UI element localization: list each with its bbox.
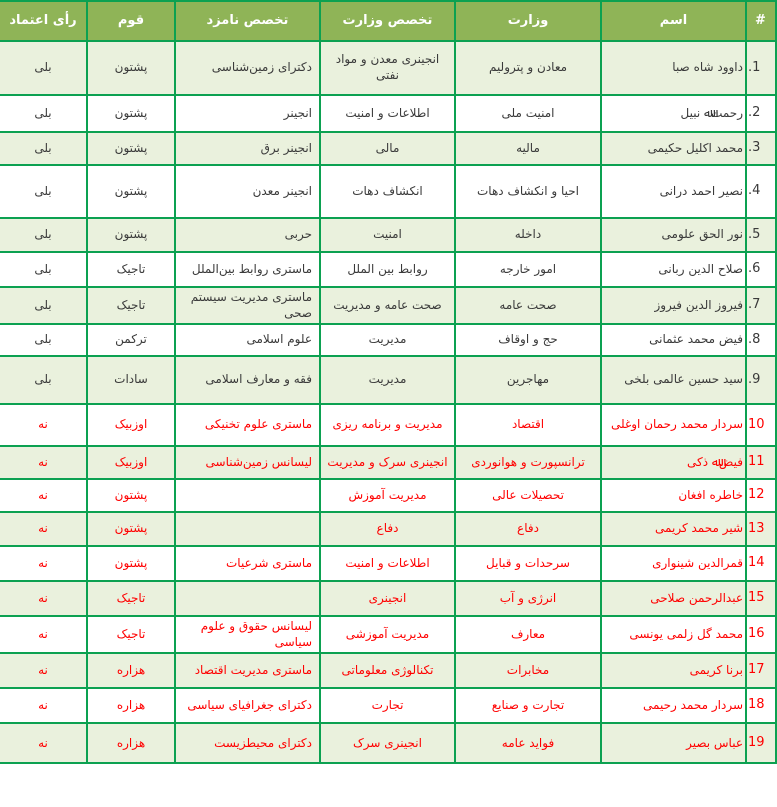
- cell-candidate-specialty: دکترای محیطزیست: [175, 723, 320, 763]
- cell-number: 11: [746, 446, 776, 479]
- cell-ministry: مهاجرین: [455, 356, 601, 404]
- cell-candidate-specialty: علوم اسلامی: [175, 324, 320, 356]
- table-row: [0, 446, 776, 479]
- cell-ministry-specialty: دفاع: [320, 512, 455, 546]
- cell-number: 19: [746, 723, 776, 763]
- cell-ministry-specialty: مدیریت و برنامه ریزی: [320, 404, 455, 446]
- cell-number: 3.: [746, 132, 776, 165]
- cell-ethnicity: پشتون: [87, 218, 175, 252]
- cell-name: رحمتﷲ نبیل: [601, 95, 746, 132]
- cell-name: سید حسین عالمی بلخی: [601, 356, 746, 404]
- cell-name: فیروز الدین فیروز: [601, 287, 746, 324]
- cell-ministry: فواید عامه: [455, 723, 601, 763]
- cell-ethnicity: سادات: [87, 356, 175, 404]
- cell-candidate-specialty: لیسانس حقوق و علوم سیاسی: [175, 616, 320, 653]
- cell-candidate-specialty: ماستری مدیریت سیستم صحی: [175, 287, 320, 324]
- table-row: [0, 218, 776, 252]
- cell-vote: بلی: [0, 324, 87, 356]
- cell-vote: نه: [0, 512, 87, 546]
- table-body: [0, 41, 776, 763]
- cell-candidate-specialty: انجینر: [175, 95, 320, 132]
- cell-ministry: معارف: [455, 616, 601, 653]
- cell-ministry: سرحدات و قبایل: [455, 546, 601, 581]
- table-row: [0, 252, 776, 287]
- table-row: [0, 616, 776, 653]
- column-header-ethnicity: قوم: [87, 1, 175, 41]
- cell-vote: نه: [0, 581, 87, 616]
- cell-ministry: داخله: [455, 218, 601, 252]
- cell-vote: نه: [0, 616, 87, 653]
- column-header-vote: رأی اعتماد: [0, 1, 87, 41]
- cell-name: محمد اکلیل حکیمی: [601, 132, 746, 165]
- table-row: [0, 653, 776, 688]
- cell-number: 15: [746, 581, 776, 616]
- cell-candidate-specialty: دکترای زمین‌شناسی: [175, 41, 320, 95]
- cell-vote: بلی: [0, 252, 87, 287]
- cell-number: 14: [746, 546, 776, 581]
- cell-name: فیضﷲ ذکی: [601, 446, 746, 479]
- cell-name: داوود شاه صبا: [601, 41, 746, 95]
- cell-vote: بلی: [0, 356, 87, 404]
- cell-ministry: امور خارجه: [455, 252, 601, 287]
- cell-ministry: تحصیلات عالی: [455, 479, 601, 512]
- cell-vote: نه: [0, 404, 87, 446]
- cell-name: نور الحق علومی: [601, 218, 746, 252]
- table-row: [0, 546, 776, 581]
- cell-name: عبدالرحمن صلاحی: [601, 581, 746, 616]
- table-row: [0, 512, 776, 546]
- cell-vote: بلی: [0, 287, 87, 324]
- cell-ethnicity: تاجیک: [87, 287, 175, 324]
- cell-candidate-specialty: [175, 479, 320, 512]
- column-header-ministry-specialty: تخصص وزارت: [320, 1, 455, 41]
- cell-ministry-specialty: مدیریت آموزشی: [320, 616, 455, 653]
- cell-number: 13: [746, 512, 776, 546]
- cell-name: برنا کریمی: [601, 653, 746, 688]
- cell-ministry: معادن و پترولیم: [455, 41, 601, 95]
- cell-ministry: اقتصاد: [455, 404, 601, 446]
- cell-candidate-specialty: دکترای جغرافیای سیاسی: [175, 688, 320, 723]
- cell-candidate-specialty: [175, 581, 320, 616]
- cell-candidate-specialty: انجینر معدن: [175, 165, 320, 218]
- cell-ministry: صحت عامه: [455, 287, 601, 324]
- cell-ministry-specialty: انکشاف دهات: [320, 165, 455, 218]
- cell-ministry: حج و اوقاف: [455, 324, 601, 356]
- cell-candidate-specialty: انجینر برق: [175, 132, 320, 165]
- table-row: [0, 404, 776, 446]
- cell-ethnicity: پشتون: [87, 165, 175, 218]
- cell-vote: نه: [0, 723, 87, 763]
- cell-ethnicity: اوزبیک: [87, 404, 175, 446]
- cell-number: 1.: [746, 41, 776, 95]
- cell-ethnicity: پشتون: [87, 546, 175, 581]
- cell-candidate-specialty: ماستری مدیریت اقتصاد: [175, 653, 320, 688]
- cell-vote: بلی: [0, 95, 87, 132]
- cell-number: 6.: [746, 252, 776, 287]
- cell-ethnicity: پشتون: [87, 95, 175, 132]
- cell-candidate-specialty: ماستری روابط بین‌الملل: [175, 252, 320, 287]
- table-row: [0, 723, 776, 763]
- cell-name: قمرالدین شینواری: [601, 546, 746, 581]
- column-header-candidate-specialty: تخصص نامزد: [175, 1, 320, 41]
- cell-ministry-specialty: اطلاعات و امنیت: [320, 95, 455, 132]
- cell-ministry: ترانسپورت و هوانوردی: [455, 446, 601, 479]
- table-row: [0, 479, 776, 512]
- table-row: [0, 356, 776, 404]
- cell-vote: نه: [0, 546, 87, 581]
- cell-name: نصیر احمد درانی: [601, 165, 746, 218]
- cell-ministry-specialty: روابط بین الملل: [320, 252, 455, 287]
- cell-number: 17: [746, 653, 776, 688]
- cell-ethnicity: هزاره: [87, 723, 175, 763]
- cell-number: 9.: [746, 356, 776, 404]
- cell-name: عباس بصیر: [601, 723, 746, 763]
- cell-number: 5.: [746, 218, 776, 252]
- table-row: [0, 132, 776, 165]
- cell-ethnicity: تاجیک: [87, 252, 175, 287]
- cell-candidate-specialty: حربی: [175, 218, 320, 252]
- cell-ethnicity: هزاره: [87, 653, 175, 688]
- cell-number: 2.: [746, 95, 776, 132]
- cell-ministry: احیا و انکشاف دهات: [455, 165, 601, 218]
- cell-ministry-specialty: تکنالوژی معلوماتی: [320, 653, 455, 688]
- cell-ministry-specialty: انجینری معدن و مواد نفتی: [320, 41, 455, 95]
- cell-vote: بلی: [0, 41, 87, 95]
- cell-candidate-specialty: [175, 512, 320, 546]
- cell-ministry-specialty: انجینری: [320, 581, 455, 616]
- cell-candidate-specialty: لیسانس زمین‌شناسی: [175, 446, 320, 479]
- cell-number: 7.: [746, 287, 776, 324]
- cell-ministry: انرژی و آب: [455, 581, 601, 616]
- cell-number: 16: [746, 616, 776, 653]
- table-row: [0, 165, 776, 218]
- cell-ethnicity: ترکمن: [87, 324, 175, 356]
- column-header-ministry: وزارت: [455, 1, 601, 41]
- cell-number: 10: [746, 404, 776, 446]
- table-row: [0, 324, 776, 356]
- cell-ministry: دفاع: [455, 512, 601, 546]
- cell-ministry-specialty: انجینری سرک و مدیریت: [320, 446, 455, 479]
- cell-ministry: مخابرات: [455, 653, 601, 688]
- cell-ministry-specialty: مدیریت: [320, 324, 455, 356]
- cell-vote: بلی: [0, 165, 87, 218]
- cell-number: 18: [746, 688, 776, 723]
- cell-name: سردار محمد رحمان اوغلی: [601, 404, 746, 446]
- cell-ethnicity: پشتون: [87, 479, 175, 512]
- cell-name: صلاح الدین ربانی: [601, 252, 746, 287]
- cell-vote: بلی: [0, 218, 87, 252]
- cell-ethnicity: تاجیک: [87, 616, 175, 653]
- cell-number: 4.: [746, 165, 776, 218]
- column-header-number: #: [746, 1, 776, 41]
- cell-ethnicity: هزاره: [87, 688, 175, 723]
- cell-vote: بلی: [0, 132, 87, 165]
- table-row: [0, 688, 776, 723]
- cell-name: محمد گل زلمی یونسی: [601, 616, 746, 653]
- cell-name: شیر محمد کریمی: [601, 512, 746, 546]
- cell-ethnicity: اوزبیک: [87, 446, 175, 479]
- cell-ministry-specialty: تجارت: [320, 688, 455, 723]
- cell-name: سردار محمد رحیمی: [601, 688, 746, 723]
- cell-name: خاطره افغان: [601, 479, 746, 512]
- table-row: [0, 581, 776, 616]
- column-header-name: اسم: [601, 1, 746, 41]
- cell-ministry: مالیه: [455, 132, 601, 165]
- table-header: [0, 1, 776, 41]
- cell-ministry-specialty: انجینری سرک: [320, 723, 455, 763]
- cell-name: فیض محمد عثمانی: [601, 324, 746, 356]
- cell-ministry: امنیت ملی: [455, 95, 601, 132]
- table-row: [0, 41, 776, 95]
- cell-ministry-specialty: مالی: [320, 132, 455, 165]
- cell-ministry-specialty: امنیت: [320, 218, 455, 252]
- cell-ministry: تجارت و صنایع: [455, 688, 601, 723]
- cell-ministry-specialty: اطلاعات و امنیت: [320, 546, 455, 581]
- cell-ministry-specialty: مدیریت آموزش: [320, 479, 455, 512]
- cell-candidate-specialty: فقه و معارف اسلامی: [175, 356, 320, 404]
- cell-ethnicity: پشتون: [87, 132, 175, 165]
- cell-vote: نه: [0, 446, 87, 479]
- cell-vote: نه: [0, 688, 87, 723]
- cell-ministry-specialty: مدیریت: [320, 356, 455, 404]
- table-row: [0, 95, 776, 132]
- cell-candidate-specialty: ماستری شرعیات: [175, 546, 320, 581]
- table-row: [0, 287, 776, 324]
- cell-vote: نه: [0, 479, 87, 512]
- cell-vote: نه: [0, 653, 87, 688]
- cell-ethnicity: تاجیک: [87, 581, 175, 616]
- cell-ministry-specialty: صحت عامه و مدیریت: [320, 287, 455, 324]
- cell-candidate-specialty: ماستری علوم تخنیکی: [175, 404, 320, 446]
- cell-ethnicity: پشتون: [87, 512, 175, 546]
- cell-number: 8.: [746, 324, 776, 356]
- cell-ethnicity: پشتون: [87, 41, 175, 95]
- cell-number: 12: [746, 479, 776, 512]
